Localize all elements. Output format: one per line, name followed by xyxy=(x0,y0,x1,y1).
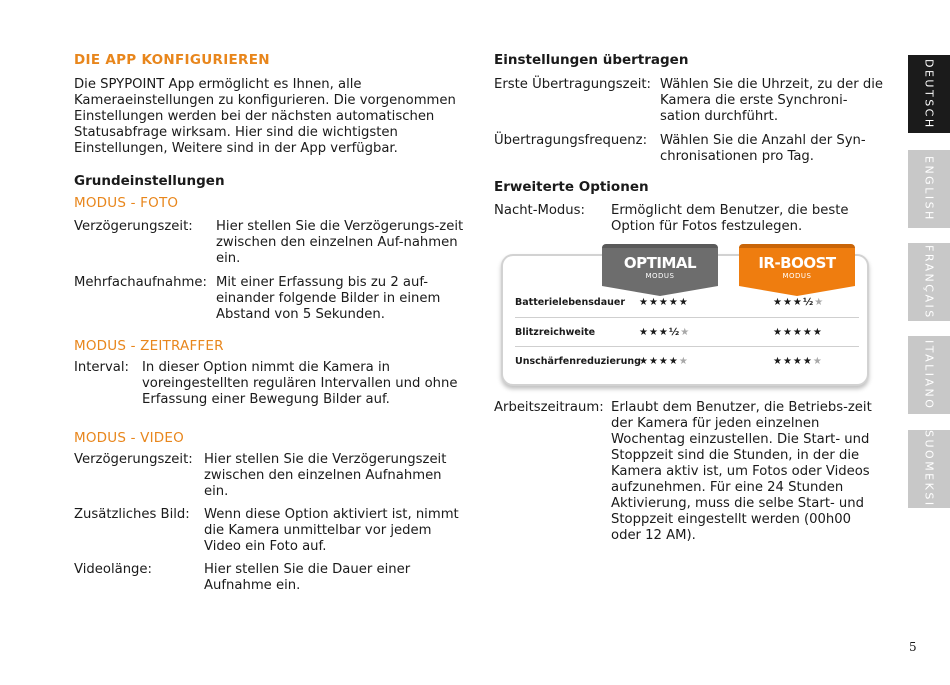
transfer-frequency-item xyxy=(494,133,884,165)
optimal-mode-badge xyxy=(602,244,718,286)
term: Arbeitszeitraum: xyxy=(494,400,604,415)
description: Hier stellen Sie die Verzögerungszeit zwischen den einzelnen Aufnahmen ein. xyxy=(204,452,447,499)
basic-settings-heading: Grundeinstellungen xyxy=(74,173,225,189)
description: Ermöglicht dem Benutzer, die beste Option für Fotos festzulegen. xyxy=(611,203,849,234)
star-icon: ★★★★ xyxy=(773,355,813,367)
term: Interval: xyxy=(74,360,129,375)
ir-boost-rating xyxy=(773,297,824,308)
star-icon: ★★★½ xyxy=(773,296,815,308)
tab-italiano[interactable] xyxy=(908,336,950,414)
term: Zusätzliches Bild: xyxy=(74,507,190,522)
ir-boost-rating xyxy=(773,327,823,338)
description: Erlaubt dem Benutzer, die Betriebs-zeit der Kamera für jeden einzelnen Wochentag einzustellen. Die Start- und Stoppzeit sind die Stunden, in der die Kamera aktiv ist, um Fotos oder Videos aufzunehmen. Für eine 24 Stunden Aktivierung, muss die selbe Start- und Stoppzeit eingestellt werden (00h00 oder 12 AM). xyxy=(611,400,872,543)
star-empty-icon: ★ xyxy=(814,296,825,308)
star-empty-icon: ★ xyxy=(680,326,691,338)
mode-comparison-table xyxy=(499,244,869,384)
foto-delay-item xyxy=(74,219,464,267)
tab-deutsch[interactable] xyxy=(908,55,950,133)
mode-video-heading: MODUS - VIDEO xyxy=(74,430,184,446)
advanced-heading: Erweiterte Optionen xyxy=(494,179,649,195)
term: Erste Übertragungszeit: xyxy=(494,77,651,92)
description: Hier stellen Sie die Dauer einer Aufnahme ein. xyxy=(204,562,411,593)
foto-multishot-item xyxy=(74,275,464,323)
row-label: Blitzreichweite xyxy=(515,326,596,338)
term: Nacht-Modus: xyxy=(494,203,585,218)
table-row xyxy=(515,318,859,346)
description: Wenn diese Option aktiviert ist, nimmt die Kamera unmittelbar vor jedem Video ein Foto auf. xyxy=(204,507,459,554)
tab-label: ITALIANO xyxy=(922,339,936,411)
row-label: Batterielebensdauer xyxy=(515,296,626,308)
tab-english[interactable] xyxy=(908,150,950,228)
optimal-rating xyxy=(639,297,773,308)
video-length-item xyxy=(74,562,464,594)
star-icon: ★★★½ xyxy=(639,326,681,338)
tab-label: SUOMEKSI xyxy=(922,430,936,508)
description: Wählen Sie die Uhrzeit, zu der die Kamera die erste Synchroni-sation durchführt. xyxy=(660,77,884,124)
badge-subtitle: MODUS xyxy=(782,272,812,280)
term: Videolänge: xyxy=(74,562,152,577)
description: Wählen Sie die Anzahl der Syn-chronisationen pro Tag. xyxy=(660,133,866,164)
star-icon: ★★★★★ xyxy=(773,326,823,338)
table-row xyxy=(515,347,859,375)
term: Verzögerungszeit: xyxy=(74,452,193,467)
badge-subtitle: MODUS xyxy=(645,272,675,280)
zeitraffer-interval-item xyxy=(74,360,464,408)
night-mode-item xyxy=(494,203,884,235)
tab-suomeksi[interactable] xyxy=(908,430,950,508)
ir-boost-rating xyxy=(773,356,823,367)
transfer-heading: Einstellungen übertragen xyxy=(494,52,689,68)
first-transfer-item xyxy=(494,77,884,125)
work-period-item xyxy=(494,400,884,544)
tab-francais[interactable] xyxy=(908,243,950,321)
right-column-lower xyxy=(494,400,884,544)
left-column xyxy=(74,52,464,594)
video-delay-item xyxy=(74,452,464,500)
row-label: Unschärfenreduzierung xyxy=(515,355,641,367)
video-extra-photo-item xyxy=(74,507,464,555)
right-column xyxy=(494,52,884,235)
term: Verzögerungszeit: xyxy=(74,219,193,234)
mode-zeitraffer-heading: MODUS - ZEITRAFFER xyxy=(74,338,224,354)
optimal-rating xyxy=(639,356,773,367)
mode-foto-heading: MODUS - FOTO xyxy=(74,195,179,211)
section-title: DIE APP KONFIGURIEREN xyxy=(74,52,270,68)
description: In dieser Option nimmt die Kamera in voreingestellten regulären Intervallen und ohne Erfassung einer Bewegung Bilder auf. xyxy=(142,360,458,407)
tab-label: ENGLISH xyxy=(922,156,936,222)
description: Mit einer Erfassung bis zu 2 auf-einander folgende Bilder in einem Abstand von 5 Sekunden. xyxy=(216,275,441,322)
tab-label: DEUTSCH xyxy=(922,58,936,130)
term: Mehrfachaufnahme: xyxy=(74,275,207,290)
badge-title: IR-BOOST xyxy=(758,254,836,272)
page-number: 5 xyxy=(909,640,917,654)
star-empty-icon: ★ xyxy=(678,355,689,367)
star-icon: ★★★★ xyxy=(639,355,679,367)
tab-label: FRANÇAIS xyxy=(922,244,936,320)
star-icon: ★★★★★ xyxy=(639,296,689,308)
intro-paragraph: Die SPYPOINT App ermöglicht es Ihnen, alle Kameraeinstellungen zu konfigurieren. Die vorgenommen Einstellungen werden bei der nächsten automatischen Statusabfrage wirksam. Hier sind die wichtigsten Einstellungen, Weitere sind in der App verfügbar. xyxy=(74,77,456,156)
term: Übertragungsfrequenz: xyxy=(494,133,648,148)
optimal-rating xyxy=(639,327,773,338)
description: Hier stellen Sie die Verzögerungs-zeit zwischen den einzelnen Auf-nahmen ein. xyxy=(216,219,464,266)
badge-title: OPTIMAL xyxy=(623,254,697,272)
star-empty-icon: ★ xyxy=(812,355,823,367)
ir-boost-mode-badge xyxy=(739,244,855,286)
